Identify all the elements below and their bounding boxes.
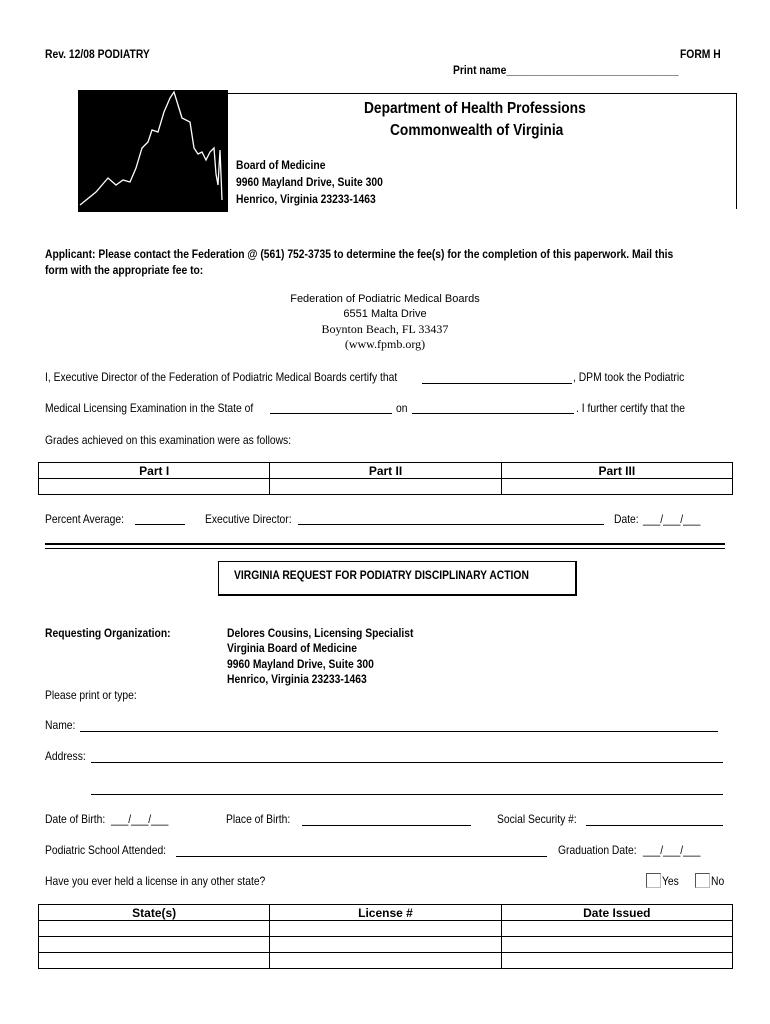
grades-table: [38, 462, 733, 495]
percent-average-blank[interactable]: [135, 524, 185, 525]
print-or-type-label: Please print or type:: [45, 688, 137, 702]
license-number-cell[interactable]: [270, 921, 501, 937]
grade-part1-cell[interactable]: [39, 479, 270, 495]
table-row: [39, 921, 733, 937]
requesting-org-line2: Virginia Board of Medicine: [227, 641, 357, 655]
address-field-line1[interactable]: [91, 762, 723, 763]
applicant-instruction-line2: form with the appropriate fee to:: [45, 263, 204, 277]
agency-logo: [78, 90, 228, 212]
certify-line2: Medical Licensing Examination in the State of: [45, 401, 254, 415]
table-row: [39, 937, 733, 953]
exam-date-blank[interactable]: [412, 413, 574, 414]
dob-label: Date of Birth:: [45, 812, 106, 826]
requesting-org-line4: Henrico, Virginia 23233-1463: [227, 672, 367, 686]
request-title: VIRGINIA REQUEST FOR PODIATRY DISCIPLINARY ACTION: [234, 568, 529, 582]
ssn-field[interactable]: [586, 825, 723, 826]
requesting-org-label: Requesting Organization:: [45, 626, 171, 640]
license-header-date: Date Issued: [501, 905, 732, 921]
applicant-instruction-line1: Applicant: Please contact the Federation @ (561) 752-3735 to determine the fee(s) for the completion of this paperwork. Mail this: [45, 247, 674, 261]
license-table: [38, 904, 733, 969]
graduation-date-field[interactable]: ___/___/___: [643, 843, 701, 857]
certify-line1-end: , DPM took the Podiatric: [573, 370, 685, 384]
director-date-field[interactable]: ___/___/___: [643, 512, 701, 526]
executive-director-label: Executive Director:: [205, 512, 292, 526]
requesting-org-line3: 9960 Mayland Drive, Suite 300: [227, 657, 374, 671]
license-state-cell[interactable]: [39, 953, 270, 969]
license-number-cell[interactable]: [270, 953, 501, 969]
name-field[interactable]: [80, 731, 718, 732]
board-city: Henrico, Virginia 23233-1463: [236, 192, 376, 206]
grades-table-header-row: [39, 463, 733, 479]
license-date-cell[interactable]: [501, 953, 732, 969]
print-name-field[interactable]: Print name______________________________: [453, 63, 679, 77]
license-header-states: State(s): [39, 905, 270, 921]
pob-label: Place of Birth:: [226, 812, 291, 826]
table-row: [39, 953, 733, 969]
percent-average-label: Percent Average:: [45, 512, 124, 526]
yes-label: Yes: [662, 874, 679, 888]
no-checkbox[interactable]: [695, 873, 710, 888]
graduation-date-label: Graduation Date:: [558, 843, 637, 857]
section-divider-top: [45, 543, 725, 545]
pob-field[interactable]: [302, 825, 471, 826]
form-id-label: FORM H: [680, 47, 721, 61]
certify-on: on: [396, 401, 408, 415]
license-state-cell[interactable]: [39, 937, 270, 953]
exam-state-blank[interactable]: [270, 413, 392, 414]
address-label: Address:: [45, 749, 86, 763]
grade-part3-cell[interactable]: [501, 479, 732, 495]
no-label: No: [711, 874, 725, 888]
director-date-label: Date:: [614, 512, 639, 526]
dob-field[interactable]: ___/___/___: [111, 812, 169, 826]
federation-name: Federation of Podiatric Medical Boards: [290, 293, 480, 305]
certify-line3: Grades achieved on this examination were as follows:: [45, 433, 292, 447]
license-header-number: License #: [270, 905, 501, 921]
license-date-cell[interactable]: [501, 937, 732, 953]
grades-header-part1: Part I: [39, 463, 270, 479]
mountain-graph-icon: [78, 90, 228, 212]
federation-street: 6551 Malta Drive: [343, 308, 427, 320]
license-table-header-row: [39, 905, 733, 921]
license-number-cell[interactable]: [270, 937, 501, 953]
grade-part2-cell[interactable]: [270, 479, 501, 495]
board-name: Board of Medicine: [236, 158, 326, 172]
license-date-cell[interactable]: [501, 921, 732, 937]
address-field-line2[interactable]: [91, 794, 723, 795]
board-street: 9960 Mayland Drive, Suite 300: [236, 175, 383, 189]
school-label: Podiatric School Attended:: [45, 843, 167, 857]
other-state-question: Have you ever held a license in any other state?: [45, 874, 266, 888]
agency-title-commonwealth: Commonwealth of Virginia: [390, 122, 564, 139]
executive-director-signature[interactable]: [298, 524, 604, 525]
grades-table-row: [39, 479, 733, 495]
grades-header-part3: Part III: [501, 463, 732, 479]
certify-line2-end: . I further certify that the: [576, 401, 685, 415]
agency-title-department: Department of Health Professions: [364, 100, 586, 117]
certify-line1: I, Executive Director of the Federation of Podiatric Medical Boards certify that: [45, 370, 398, 384]
school-field[interactable]: [176, 856, 547, 857]
license-state-cell[interactable]: [39, 921, 270, 937]
federation-city: Boynton Beach, FL 33437: [321, 322, 449, 336]
revision-label: Rev. 12/08 PODIATRY: [45, 47, 150, 61]
yes-checkbox[interactable]: [646, 873, 661, 888]
federation-web: (www.fpmb.org): [344, 337, 426, 351]
ssn-label: Social Security #:: [497, 812, 577, 826]
candidate-name-blank[interactable]: [422, 383, 572, 384]
name-label: Name:: [45, 718, 76, 732]
requesting-org-line1: Delores Cousins, Licensing Specialist: [227, 626, 414, 640]
grades-header-part2: Part II: [270, 463, 501, 479]
section-divider-bottom: [45, 548, 725, 549]
